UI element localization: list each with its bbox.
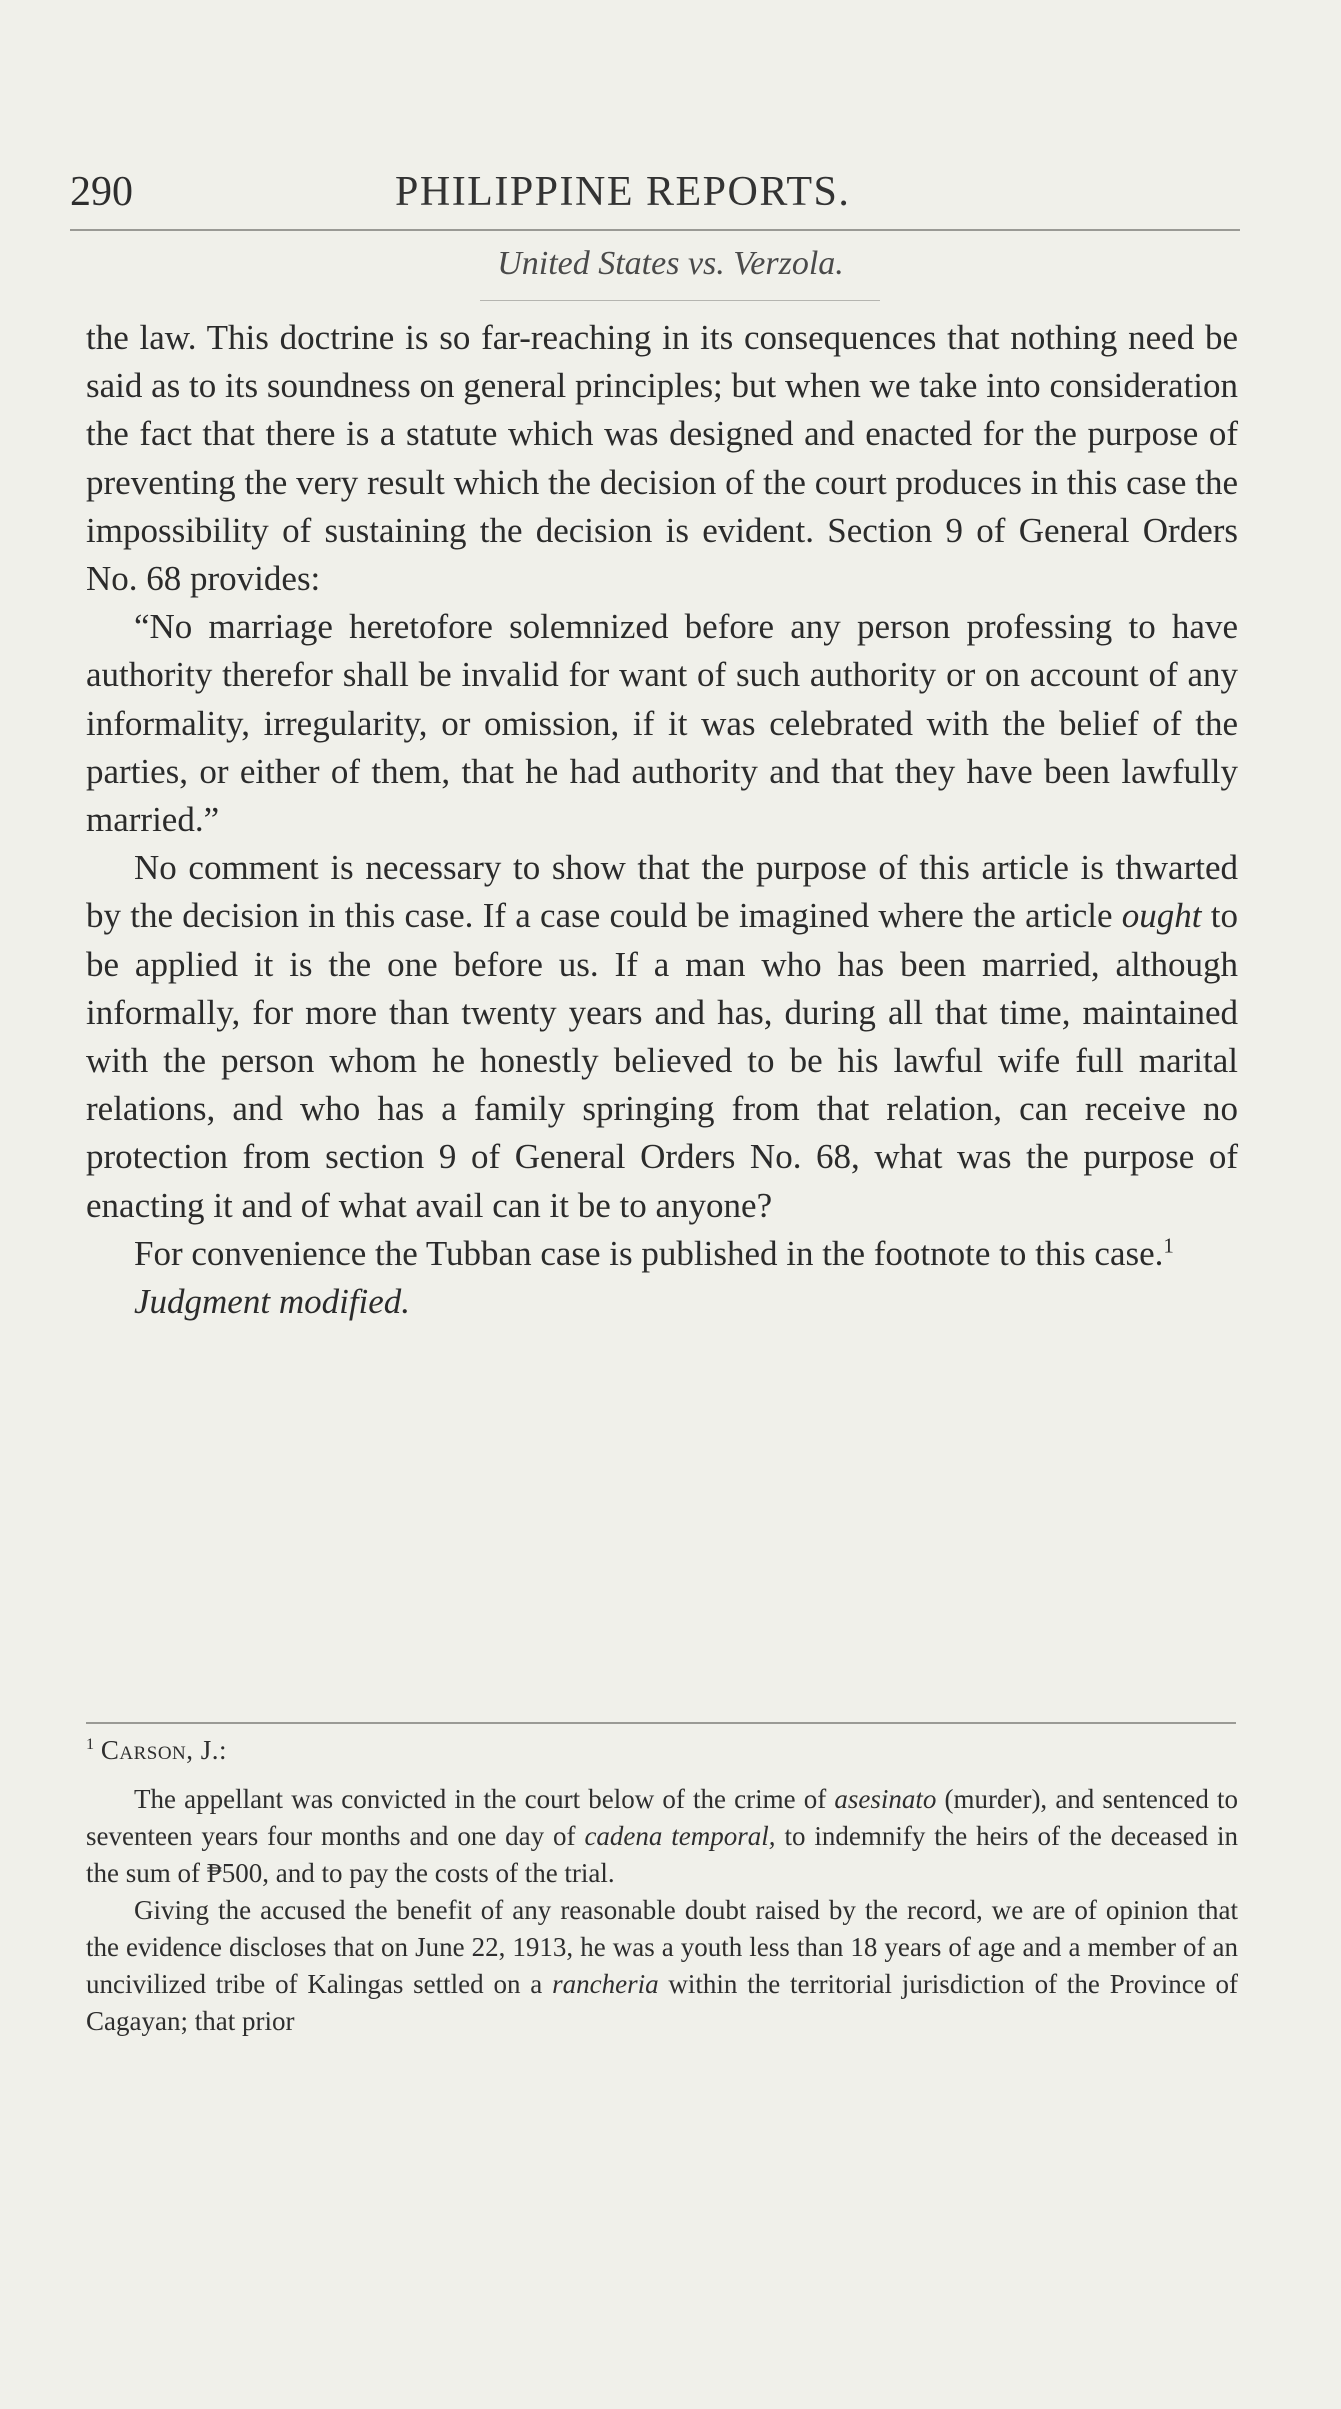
footnote-2-text-a: Giving the accused the benefit of any reasonable doubt raised by the record, we are of opinion that the evidence discloses that on June 22, 1913, he was a youth less than 18 years of age and a member of an uncivilized tribe of Kalingas settled on a xyxy=(86,1895,1238,1999)
footnote-1-text-a: The appellant was convicted in the court below of the crime of xyxy=(134,1784,827,1814)
paragraph-3-text-b: to be applied it is the one before us. If a man who has been married, although informally, for more than twenty years and has, during all that time, maintained with the person whom he honestly believed to be his lawful wife full marital relations, and who has a family springing from that relation, can receive no protection from section 9 of General Orders No. 68, what was the purpose of enacting it and of what avail can it be to anyone? xyxy=(86,896,1239,1225)
footnote-author xyxy=(86,1732,1238,1769)
footnote-1-text-b: (murder), and sentenced to seventeen years four months and one day of xyxy=(86,1784,1239,1851)
paragraph-3 xyxy=(86,844,1238,1230)
case-title-rule xyxy=(480,300,880,301)
paragraph-1: the law. This doctrine is so far-reaching in its consequences that nothing need be said as to its soundness on general principles; but when we take into consideration the fact that there is a statute which was designed and enacted for the purpose of preventing the very result which the decision of the court produces in this case the impossibility of sustaining the decision is evident. Section 9 of General Orders No. 68 provides: xyxy=(86,318,1238,599)
page-number: 290 xyxy=(70,169,133,215)
footnote-paragraph-2 xyxy=(86,1892,1238,2040)
footnote-1-emphasis-2: cadena temporal, xyxy=(584,1821,776,1851)
footnote-marker: 1 xyxy=(86,1735,95,1753)
paragraph-4-text: For convenience the Tubban case is published in the footnote to this case. xyxy=(134,1233,1164,1273)
footnote-1-emphasis-1: asesinato xyxy=(834,1784,937,1814)
paragraph-2-quote: “No marriage heretofore solemnized before any person professing to have authority therefor shall be invalid for want of such authority or on account of any informality, irregularity, or omission, if it was celebrated with the belief of the parties, or either of them, that he had authority and that they have been lawfully married.” xyxy=(86,607,1238,840)
case-title: United States vs. Verzola. xyxy=(497,245,844,282)
judgment-line: Judgment modified. xyxy=(134,1282,411,1322)
paragraph-4 xyxy=(86,1230,1238,1278)
footnote-section xyxy=(86,1732,1238,2040)
paragraph-3-text-a: No comment is necessary to show that the purpose of this article is thwarted by the decision in this case. If a case could be imagined where the article xyxy=(86,848,1238,936)
footnote-rule xyxy=(86,1722,1236,1724)
footnote-reference: 1 xyxy=(1163,1233,1174,1258)
footnote-paragraph-1 xyxy=(86,1781,1238,1892)
footnote-2-emphasis: rancheria xyxy=(552,1969,659,1999)
main-text xyxy=(86,314,1238,1326)
footnote-1-text-c: to indemnify the heirs of the deceased in the sum of ₱500, and to pay the costs of the trial. xyxy=(86,1821,1239,1888)
page-header xyxy=(70,162,1240,222)
running-title: PHILIPPINE REPORTS. xyxy=(395,169,851,215)
footnote-author-name: Carson, J.: xyxy=(100,1735,228,1765)
paragraph-3-emphasis: ought xyxy=(1121,896,1202,936)
header-rule xyxy=(70,229,1240,231)
footnote-2-text-b: within the territorial jurisdiction of the Province of Cagayan; that prior xyxy=(86,1969,1239,2036)
